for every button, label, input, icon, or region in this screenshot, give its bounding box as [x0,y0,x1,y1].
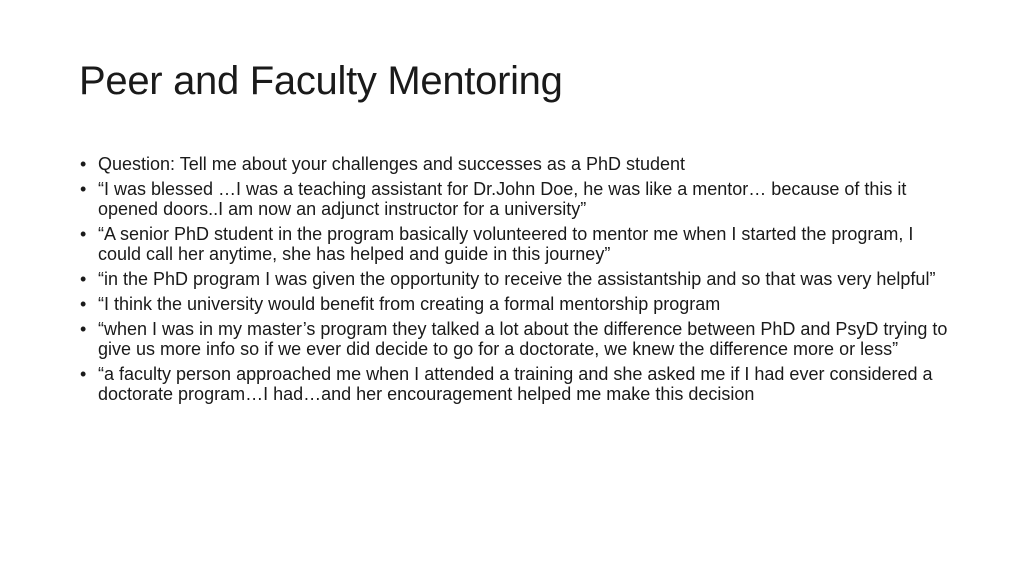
bullet-icon: • [80,269,87,289]
bullet-text: “in the PhD program I was given the opportunity to receive the assistantship and so that was very helpful” [98,269,936,289]
bullet-item-quote-4 [80,294,960,314]
bullet-icon: • [80,154,87,174]
bullet-item-question [80,154,960,174]
bullet-item-quote-5 [80,319,960,359]
bullet-text: “a faculty person approached me when I attended a training and she asked me if I had ever considered a doctorate program…I had…and her encouragement helped me make this decision [98,364,933,404]
bullet-icon: • [80,224,87,244]
bullet-icon: • [80,319,87,339]
bullet-text: “A senior PhD student in the program basically volunteered to mentor me when I started the program, I could call her anytime, she has helped and guide in this journey” [98,224,914,264]
bullet-item-quote-2 [80,224,960,264]
bullet-text: “when I was in my master’s program they talked a lot about the difference between PhD and PsyD trying to give us more info so if we ever did decide to go for a doctorate, we knew the difference more or less” [98,319,948,359]
bullet-item-quote-3 [80,269,960,289]
bullet-list [80,154,960,409]
bullet-item-quote-1 [80,179,960,219]
bullet-icon: • [80,364,87,384]
bullet-icon: • [80,294,87,314]
bullet-item-quote-6 [80,364,960,404]
bullet-text: Question: Tell me about your challenges and successes as a PhD student [98,154,686,174]
bullet-text: “I was blessed …I was a teaching assistant for Dr.John Doe, he was like a mentor… because of this it opened doors..I am now an adjunct instructor for a university” [98,179,907,219]
slide-title: Peer and Faculty Mentoring [79,59,563,103]
bullet-icon: • [80,179,87,199]
bullet-text: “I think the university would benefit from creating a formal mentorship program [98,294,721,314]
